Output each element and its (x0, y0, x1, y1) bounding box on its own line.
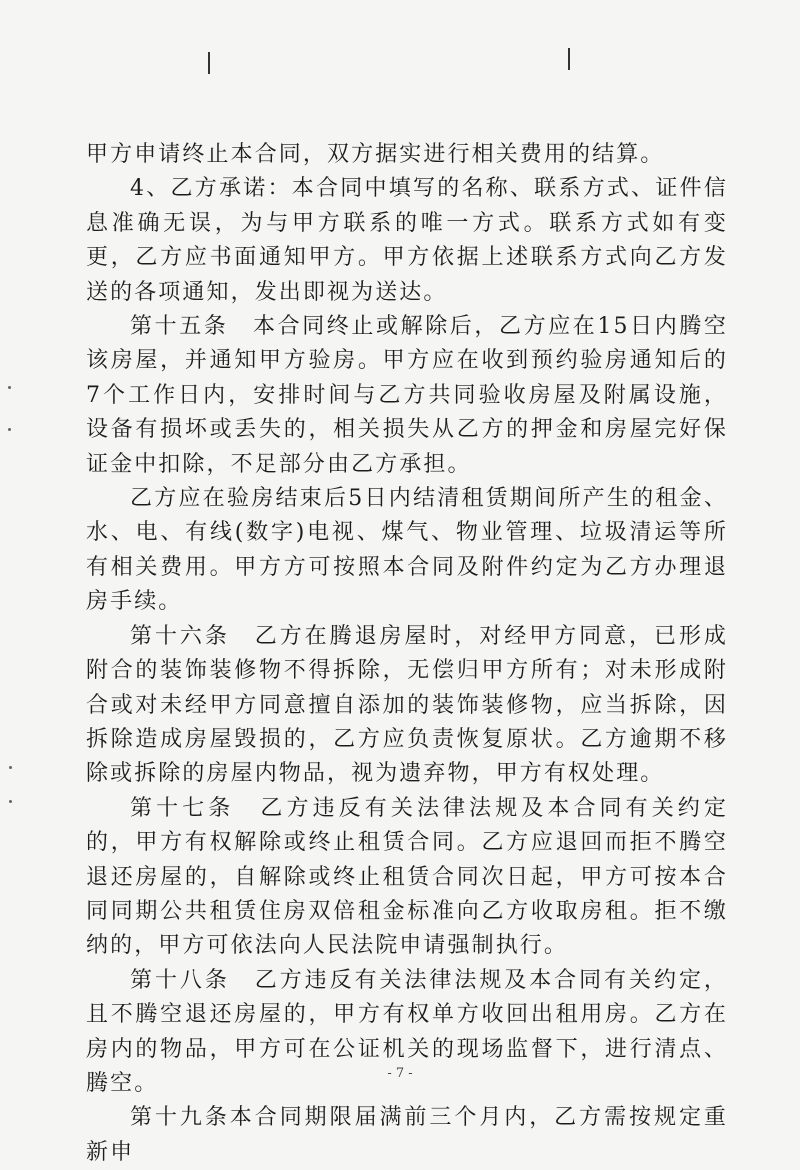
scan-speck (9, 766, 12, 769)
binding-mark-left (208, 52, 210, 74)
page-number: - 7 - (387, 1066, 413, 1081)
contract-body (86, 138, 728, 1170)
paragraph-article-15: 第十五条 本合同终止或解除后，乙方应在15日内腾空该房屋，并通知甲方验房。甲方应在收到预约验房通知后的7个工作日内，安排时间与乙方共同验收房屋及附属设施，设备有损坏或丢失的，相关损失从乙方的押金和房屋完好保证金中扣除，不足部分由乙方承担。 (86, 314, 728, 477)
paragraph-settlement: 乙方应在验房结束后5日内结清租赁期间所产生的租金、水、电、有线(数字)电视、煤气、物业管理、垃圾清运等所有相关费用。甲方方可按照本合同及附件约定为乙方办理退房手续。 (86, 486, 728, 615)
scan-speck (8, 386, 11, 389)
paragraph-article-17: 第十七条 乙方违反有关法律法规及本合同有关约定的，甲方有权解除或终止租赁合同。乙方应退回而拒不腾空退还房屋的，自解除或终止租赁合同次日起，甲方可按本合同同期公共租赁住房双倍租金标准向乙方收取房租。拒不缴纳的，甲方可依法向人民法院申请强制执行。 (86, 795, 728, 959)
paragraph-continuation: 甲方申请终止本合同，双方据实进行相关费用的结算。 (86, 142, 665, 167)
binding-mark-right (568, 48, 570, 70)
scan-speck (9, 800, 12, 803)
scan-speck (8, 428, 11, 431)
paragraph-article-18: 第十八条 乙方违反有关法律法规及本合同有关约定，且不腾空退还房屋的，甲方有权单方收回出租用房。乙方在房内的物品，甲方可在公证机关的现场监督下，进行清点、腾空。 (86, 967, 728, 1096)
paragraph-article-19: 第十九条本合同期限届满前三个月内，乙方需按规定重新申 (86, 1105, 728, 1165)
paragraph-clause-4: 4、乙方承诺：本合同中填写的名称、联系方式、证件信息准确无误，为与甲方联系的唯一方式。联系方式如有变更，乙方应书面通知甲方。甲方依据上述联系方式向乙方发送的各项通知，发出即视为送达。 (86, 176, 728, 305)
paragraph-article-16: 第十六条 乙方在腾退房屋时，对经甲方同意，已形成附合的装饰装修物不得拆除，无偿归甲方所有；对未形成附合或对未经甲方同意擅自添加的装饰装修物，应当拆除，因拆除造成房屋毁损的，乙方应负责恢复原状。乙方逾期不移除或拆除的房屋内物品，视为遗弃物，甲方有权处理。 (86, 623, 728, 787)
